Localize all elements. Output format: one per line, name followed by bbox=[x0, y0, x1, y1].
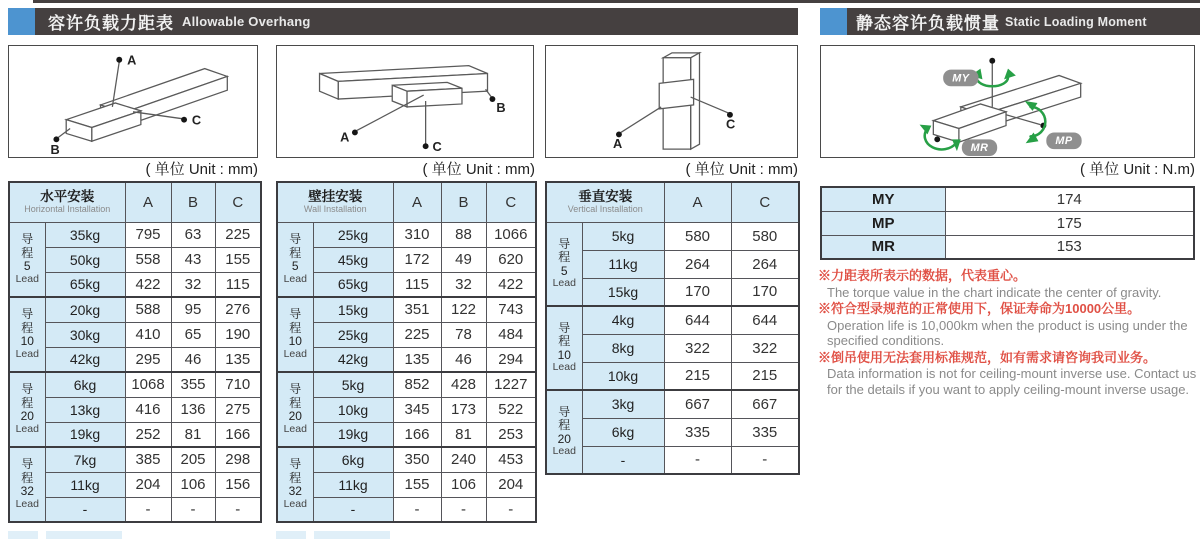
data-value: 588 bbox=[125, 297, 171, 322]
data-value: 422 bbox=[125, 272, 171, 297]
lead-label bbox=[277, 297, 313, 372]
cutoff-table-edge bbox=[46, 531, 122, 539]
table-row bbox=[546, 306, 799, 334]
data-value: 350 bbox=[393, 447, 441, 472]
data-value: 264 bbox=[731, 250, 799, 278]
moment-values-table bbox=[820, 186, 1195, 260]
cutoff-table-edge bbox=[276, 531, 306, 539]
data-value: 170 bbox=[664, 278, 731, 306]
lead-char: 导 bbox=[21, 457, 34, 472]
data-value: - bbox=[486, 497, 536, 522]
data-value: - bbox=[393, 497, 441, 522]
lead-number: 5 bbox=[23, 259, 31, 274]
table-row bbox=[9, 472, 261, 497]
table-row bbox=[277, 497, 536, 522]
load-value: 10kg bbox=[582, 362, 664, 390]
load-value: 65kg bbox=[45, 272, 125, 297]
data-value: 190 bbox=[215, 322, 261, 347]
lead-char: 导 bbox=[289, 232, 302, 247]
data-value: 276 bbox=[215, 297, 261, 322]
load-value: 15kg bbox=[582, 278, 664, 306]
right-section-title-en: Static Loading Moment bbox=[1005, 14, 1147, 29]
data-value: 298 bbox=[215, 447, 261, 472]
lead-number: 32 bbox=[288, 484, 302, 499]
mp-moment-label: MP bbox=[1055, 135, 1073, 148]
data-value: 32 bbox=[441, 272, 486, 297]
data-value: 295 bbox=[125, 347, 171, 372]
lead-number: 5 bbox=[560, 263, 568, 278]
left-section-title-cn: 容许负载力距表 bbox=[48, 14, 174, 33]
lead-number: 10 bbox=[288, 334, 302, 349]
table-name-cn: 壁挂安装 bbox=[308, 189, 363, 205]
data-value: 170 bbox=[731, 278, 799, 306]
load-value: 6kg bbox=[313, 447, 393, 472]
unit-label-moment: ( 单位 Unit : N.m) bbox=[1080, 161, 1195, 178]
data-value: 558 bbox=[125, 247, 171, 272]
top-divider-rule bbox=[33, 0, 1200, 3]
data-value: 453 bbox=[486, 447, 536, 472]
lead-char: 导 bbox=[289, 382, 302, 397]
load-value: - bbox=[313, 497, 393, 522]
load-value: 13kg bbox=[45, 397, 125, 422]
data-value: 95 bbox=[171, 297, 215, 322]
lead-char: 导 bbox=[558, 404, 571, 419]
data-value: 345 bbox=[393, 397, 441, 422]
load-value: 50kg bbox=[45, 247, 125, 272]
load-value: 5kg bbox=[582, 222, 664, 250]
table-row bbox=[546, 222, 799, 250]
data-value: 484 bbox=[486, 322, 536, 347]
wall-installation-table bbox=[276, 181, 535, 523]
data-value: 852 bbox=[393, 372, 441, 397]
data-value: 422 bbox=[486, 272, 536, 297]
data-value: 667 bbox=[664, 390, 731, 418]
moment-value: 153 bbox=[945, 235, 1194, 259]
data-value: - bbox=[441, 497, 486, 522]
table-row bbox=[9, 272, 261, 297]
data-value: - bbox=[664, 446, 731, 474]
lead-char: 程 bbox=[21, 395, 34, 410]
cutoff-table-edge bbox=[8, 531, 38, 539]
horizontal-actuator-drawing bbox=[9, 46, 257, 157]
data-value: 122 bbox=[441, 297, 486, 322]
lead-word: Lead bbox=[15, 422, 39, 435]
data-value: 710 bbox=[215, 372, 261, 397]
table-row bbox=[9, 447, 261, 472]
table-row bbox=[9, 397, 261, 422]
table-row bbox=[9, 297, 261, 322]
left-section-title-en: Allowable Overhang bbox=[182, 14, 311, 29]
note-en: Operation life is 10,000km when the product is using under the specified conditions. bbox=[827, 317, 1188, 348]
table-name bbox=[9, 182, 125, 222]
right-section-title-bar bbox=[847, 8, 1200, 35]
data-value: 743 bbox=[486, 297, 536, 322]
column-header: A bbox=[125, 182, 171, 222]
lead-label bbox=[546, 222, 582, 306]
lead-number: 20 bbox=[557, 431, 571, 446]
static-moment-diagram bbox=[820, 45, 1195, 158]
vertical-installation-table bbox=[545, 181, 798, 475]
table-row bbox=[277, 297, 536, 322]
right-section-title-cn: 静态容许负载惯量 bbox=[856, 14, 1000, 33]
load-value: 30kg bbox=[45, 322, 125, 347]
lead-char: 程 bbox=[289, 395, 302, 410]
table-row bbox=[277, 222, 536, 247]
note-item bbox=[818, 268, 1200, 300]
unit-label-horizontal: ( 单位 Unit : mm) bbox=[145, 161, 258, 178]
data-value: 46 bbox=[441, 347, 486, 372]
wall-installation-diagram bbox=[276, 45, 534, 158]
vertical-actuator-drawing bbox=[546, 46, 797, 157]
lead-label bbox=[546, 390, 582, 474]
data-value: 215 bbox=[731, 362, 799, 390]
load-value: 25kg bbox=[313, 222, 393, 247]
unit-label-vertical: ( 单位 Unit : mm) bbox=[685, 161, 798, 178]
lead-label bbox=[9, 297, 45, 372]
table-row bbox=[277, 372, 536, 397]
table-row bbox=[277, 422, 536, 447]
point-a-label: A bbox=[340, 129, 350, 145]
note-cn: ※符合型录规范的正常使用下，保证寿命为10000公里。 bbox=[818, 301, 1141, 316]
data-value: 173 bbox=[441, 397, 486, 422]
data-value: 63 bbox=[171, 222, 215, 247]
load-value: 45kg bbox=[313, 247, 393, 272]
data-value: 204 bbox=[125, 472, 171, 497]
load-value: 5kg bbox=[313, 372, 393, 397]
moment-value: 174 bbox=[945, 187, 1194, 211]
data-value: 81 bbox=[171, 422, 215, 447]
load-value: 42kg bbox=[313, 347, 393, 372]
my-moment-label: MY bbox=[952, 72, 970, 85]
data-value: 172 bbox=[393, 247, 441, 272]
data-value: 253 bbox=[486, 422, 536, 447]
table-row bbox=[277, 272, 536, 297]
lead-word: Lead bbox=[15, 347, 39, 360]
table-name-cn: 垂直安装 bbox=[578, 189, 633, 205]
table-row bbox=[9, 322, 261, 347]
column-header: C bbox=[215, 182, 261, 222]
data-value: 252 bbox=[125, 422, 171, 447]
moment-value: 175 bbox=[945, 211, 1194, 235]
table-row bbox=[546, 390, 799, 418]
table-row bbox=[277, 247, 536, 272]
data-value: - bbox=[125, 497, 171, 522]
point-b-label: B bbox=[50, 142, 60, 157]
data-value: 416 bbox=[125, 397, 171, 422]
moment-row bbox=[821, 211, 1194, 235]
column-header: C bbox=[486, 182, 536, 222]
data-value: 410 bbox=[125, 322, 171, 347]
data-value: 644 bbox=[731, 306, 799, 334]
horizontal-installation-diagram bbox=[8, 45, 258, 158]
data-value: 322 bbox=[664, 334, 731, 362]
lead-word: Lead bbox=[552, 277, 576, 290]
data-value: 294 bbox=[486, 347, 536, 372]
data-value: 1066 bbox=[486, 222, 536, 247]
cutoff-table-edge bbox=[314, 531, 390, 539]
table-header-row bbox=[9, 182, 261, 222]
lead-label bbox=[9, 222, 45, 297]
data-value: 351 bbox=[393, 297, 441, 322]
column-header: B bbox=[171, 182, 215, 222]
point-b-label: B bbox=[496, 99, 506, 115]
load-value: 19kg bbox=[313, 422, 393, 447]
table-row bbox=[546, 250, 799, 278]
table-row bbox=[9, 247, 261, 272]
load-value: 11kg bbox=[313, 472, 393, 497]
data-value: - bbox=[731, 446, 799, 474]
data-value: 335 bbox=[731, 418, 799, 446]
lead-word: Lead bbox=[552, 361, 576, 374]
data-value: 166 bbox=[215, 422, 261, 447]
lead-label bbox=[277, 222, 313, 297]
table-name bbox=[546, 182, 664, 222]
column-header: A bbox=[393, 182, 441, 222]
table-row bbox=[9, 497, 261, 522]
data-value: 115 bbox=[215, 272, 261, 297]
table-row bbox=[277, 397, 536, 422]
lead-char: 程 bbox=[289, 470, 302, 485]
table-row bbox=[277, 472, 536, 497]
data-value: 32 bbox=[171, 272, 215, 297]
moment-label: MY bbox=[821, 187, 945, 211]
load-value: 19kg bbox=[45, 422, 125, 447]
lead-label bbox=[277, 447, 313, 522]
point-c-label: C bbox=[726, 116, 736, 132]
data-value: 580 bbox=[664, 222, 731, 250]
load-value: 35kg bbox=[45, 222, 125, 247]
data-value: 136 bbox=[171, 397, 215, 422]
data-value: - bbox=[215, 497, 261, 522]
data-value: 264 bbox=[664, 250, 731, 278]
data-value: 310 bbox=[393, 222, 441, 247]
table-row bbox=[9, 222, 261, 247]
lead-number: 10 bbox=[20, 334, 34, 349]
load-value: 6kg bbox=[45, 372, 125, 397]
data-value: 106 bbox=[171, 472, 215, 497]
load-value: 6kg bbox=[582, 418, 664, 446]
lead-word: Lead bbox=[283, 272, 307, 285]
lead-number: 5 bbox=[291, 259, 299, 274]
table-row bbox=[546, 362, 799, 390]
lead-char: 导 bbox=[289, 307, 302, 322]
point-a-label: A bbox=[613, 136, 623, 152]
data-value: 106 bbox=[441, 472, 486, 497]
wall-actuator-drawing bbox=[277, 46, 533, 157]
data-value: 1068 bbox=[125, 372, 171, 397]
table-name-cn: 水平安装 bbox=[40, 189, 95, 205]
load-value: 4kg bbox=[582, 306, 664, 334]
point-c-label: C bbox=[191, 112, 202, 128]
lead-word: Lead bbox=[15, 497, 39, 510]
lead-char: 导 bbox=[558, 320, 571, 335]
load-value: 20kg bbox=[45, 297, 125, 322]
table-name-en: Horizontal Installation bbox=[24, 204, 111, 215]
moment-label: MR bbox=[821, 235, 945, 259]
table-name-en: Vertical Installation bbox=[567, 204, 643, 215]
table-name-en: Wall Installation bbox=[303, 204, 367, 215]
data-value: 620 bbox=[486, 247, 536, 272]
table-row bbox=[277, 447, 536, 472]
lead-char: 程 bbox=[289, 245, 302, 260]
table-row bbox=[9, 422, 261, 447]
load-value: 3kg bbox=[582, 390, 664, 418]
lead-char: 程 bbox=[289, 320, 302, 335]
table-header-row bbox=[546, 182, 799, 222]
data-value: 49 bbox=[441, 247, 486, 272]
lead-char: 导 bbox=[289, 457, 302, 472]
lead-label bbox=[9, 372, 45, 447]
moment-row bbox=[821, 187, 1194, 211]
data-value: 428 bbox=[441, 372, 486, 397]
point-c-label: C bbox=[432, 139, 442, 155]
lead-char: 程 bbox=[558, 418, 571, 433]
data-value: 46 bbox=[171, 347, 215, 372]
data-value: 225 bbox=[393, 322, 441, 347]
table-row bbox=[9, 372, 261, 397]
data-value: 81 bbox=[441, 422, 486, 447]
lead-word: Lead bbox=[15, 272, 39, 285]
table-row bbox=[546, 418, 799, 446]
unit-label-wall: ( 单位 Unit : mm) bbox=[422, 161, 535, 178]
lead-number: 32 bbox=[20, 484, 34, 499]
data-value: 1227 bbox=[486, 372, 536, 397]
lead-word: Lead bbox=[283, 422, 307, 435]
moment-row bbox=[821, 235, 1194, 259]
moment-actuator-drawing bbox=[821, 46, 1194, 157]
load-value: 8kg bbox=[582, 334, 664, 362]
overhang-table bbox=[8, 181, 262, 523]
moment-label: MP bbox=[821, 211, 945, 235]
point-a-label: A bbox=[127, 52, 137, 68]
table-row bbox=[9, 347, 261, 372]
lead-number: 20 bbox=[288, 409, 302, 424]
note-en: The torque value in the chart indicate the center of gravity. bbox=[827, 284, 1162, 300]
table-row bbox=[546, 278, 799, 306]
overhang-table bbox=[545, 181, 800, 475]
lead-label bbox=[277, 372, 313, 447]
table-row bbox=[277, 347, 536, 372]
table-row bbox=[277, 322, 536, 347]
data-value: 43 bbox=[171, 247, 215, 272]
moment-table bbox=[820, 186, 1195, 260]
data-value: 644 bbox=[664, 306, 731, 334]
table-row bbox=[546, 446, 799, 474]
lead-number: 20 bbox=[20, 409, 34, 424]
left-section-title-bar bbox=[35, 8, 798, 35]
data-value: 355 bbox=[171, 372, 215, 397]
load-value: 10kg bbox=[313, 397, 393, 422]
load-value: 11kg bbox=[45, 472, 125, 497]
data-value: 78 bbox=[441, 322, 486, 347]
data-value: 205 bbox=[171, 447, 215, 472]
data-value: - bbox=[171, 497, 215, 522]
note-en: Data information is not for ceiling-mount inverse use. Contact us for the details if you want to apply ceiling-mount inverse usage. bbox=[827, 366, 1197, 397]
data-value: 156 bbox=[215, 472, 261, 497]
data-value: 65 bbox=[171, 322, 215, 347]
data-value: 215 bbox=[664, 362, 731, 390]
data-value: 580 bbox=[731, 222, 799, 250]
data-value: 240 bbox=[441, 447, 486, 472]
lead-char: 导 bbox=[21, 382, 34, 397]
lead-word: Lead bbox=[283, 497, 307, 510]
overhang-table bbox=[276, 181, 537, 523]
data-value: 275 bbox=[215, 397, 261, 422]
lead-word: Lead bbox=[552, 445, 576, 458]
data-value: 522 bbox=[486, 397, 536, 422]
data-value: 115 bbox=[393, 272, 441, 297]
horizontal-installation-table bbox=[8, 181, 260, 523]
lead-char: 程 bbox=[21, 320, 34, 335]
lead-char: 程 bbox=[558, 250, 571, 265]
data-value: 667 bbox=[731, 390, 799, 418]
lead-char: 程 bbox=[21, 470, 34, 485]
lead-char: 导 bbox=[21, 232, 34, 247]
column-header: B bbox=[441, 182, 486, 222]
table-row bbox=[546, 334, 799, 362]
data-value: 204 bbox=[486, 472, 536, 497]
note-item bbox=[818, 301, 1200, 349]
lead-char: 导 bbox=[558, 236, 571, 251]
mr-moment-label: MR bbox=[970, 142, 989, 155]
lead-label bbox=[9, 447, 45, 522]
vertical-installation-diagram bbox=[545, 45, 798, 158]
load-value: - bbox=[582, 446, 664, 474]
data-value: 135 bbox=[215, 347, 261, 372]
note-cn: ※力距表所表示的数据，代表重心。 bbox=[818, 268, 1027, 283]
data-value: 225 bbox=[215, 222, 261, 247]
lead-char: 导 bbox=[21, 307, 34, 322]
load-value: - bbox=[45, 497, 125, 522]
note-cn: ※倒吊使用无法套用标准规范，如有需求请咨询我司业务。 bbox=[818, 349, 1157, 365]
table-name bbox=[277, 182, 393, 222]
data-value: 335 bbox=[664, 418, 731, 446]
load-value: 25kg bbox=[313, 322, 393, 347]
lead-char: 程 bbox=[21, 245, 34, 260]
data-value: 166 bbox=[393, 422, 441, 447]
lead-number: 10 bbox=[557, 347, 571, 362]
lead-word: Lead bbox=[283, 347, 307, 360]
load-value: 42kg bbox=[45, 347, 125, 372]
data-value: 322 bbox=[731, 334, 799, 362]
data-value: 155 bbox=[215, 247, 261, 272]
column-header: C bbox=[731, 182, 799, 222]
right-accent-square bbox=[820, 8, 847, 35]
load-value: 7kg bbox=[45, 447, 125, 472]
lead-char: 程 bbox=[558, 334, 571, 349]
lead-label bbox=[546, 306, 582, 390]
data-value: 385 bbox=[125, 447, 171, 472]
data-value: 88 bbox=[441, 222, 486, 247]
data-value: 155 bbox=[393, 472, 441, 497]
note-item bbox=[818, 350, 1200, 398]
left-accent-square bbox=[8, 8, 35, 35]
load-value: 15kg bbox=[313, 297, 393, 322]
notes-block bbox=[818, 267, 1200, 398]
data-value: 795 bbox=[125, 222, 171, 247]
load-value: 65kg bbox=[313, 272, 393, 297]
table-header-row bbox=[277, 182, 536, 222]
data-value: 135 bbox=[393, 347, 441, 372]
load-value: 11kg bbox=[582, 250, 664, 278]
column-header: A bbox=[664, 182, 731, 222]
